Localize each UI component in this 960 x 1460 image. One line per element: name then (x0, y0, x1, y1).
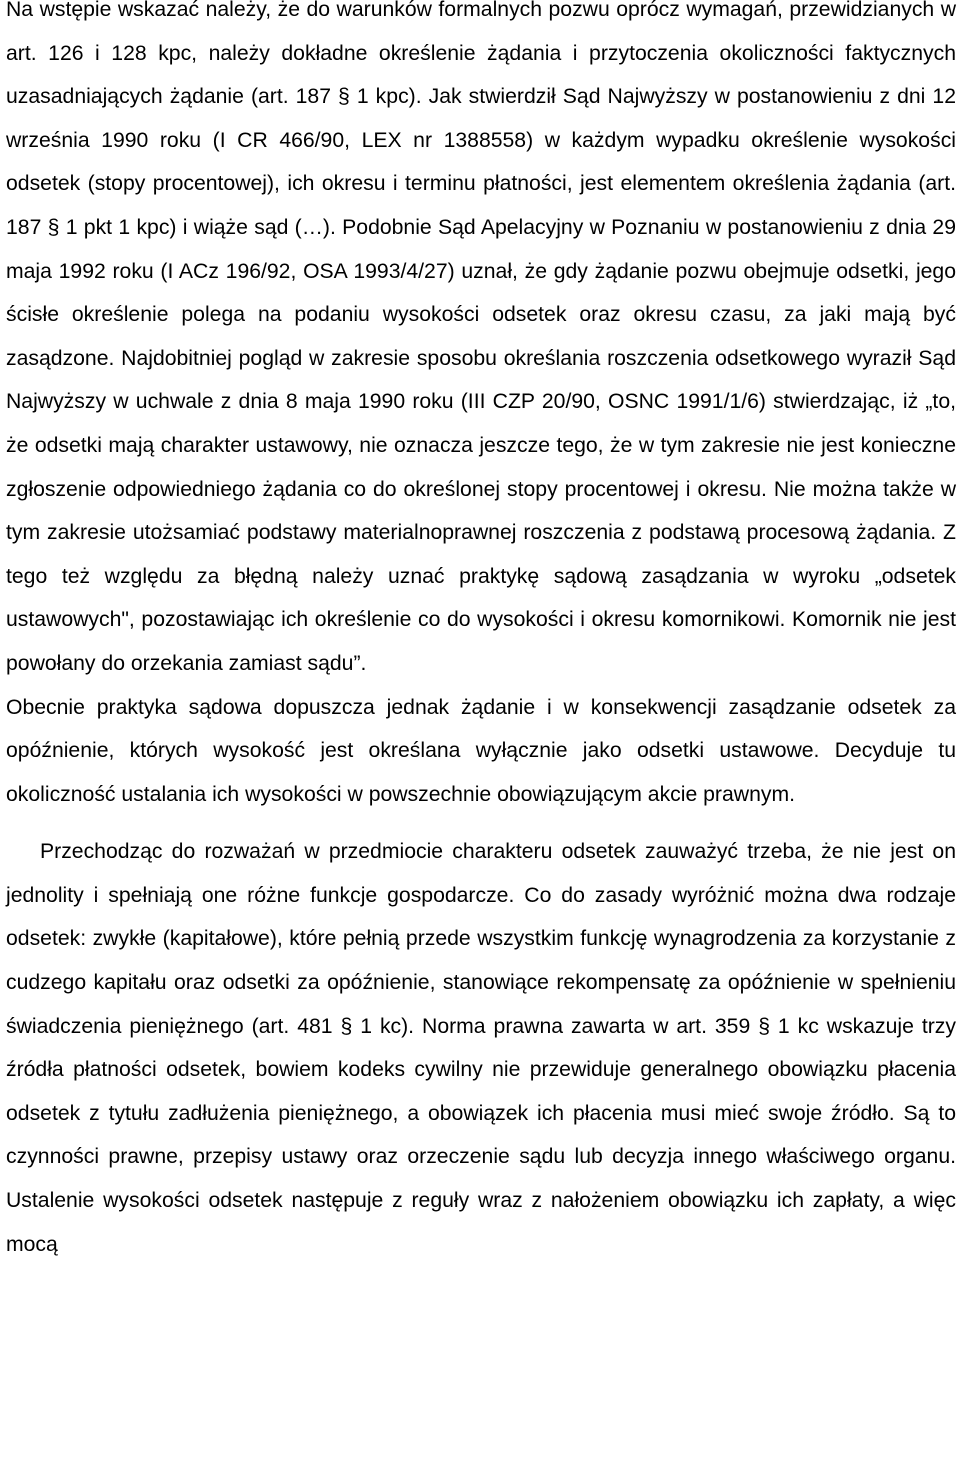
paragraph-interest-character: Przechodząc do rozważań w przedmiocie charakteru odsetek zauważyć trzeba, że nie jest on jednolity i spełniają one różne funkcje gospodarcze. Co do zasady wyróżnić można dwa rodzaje odsetek: zwykłe (kapitałowe), które pełnią przede wszystkim funkcję wynagrodzenia za korzystanie z cudzego kapitału oraz odsetki za opóźnienie, stanowiące rekompensatę za opóźnienie w spełnieniu świadczenia pieniężnego (art. 481 § 1 kc). Norma prawna zawarta w art. 359 § 1 kc wskazuje trzy źródła płatności odsetek, bowiem kodeks cywilny nie przewiduje generalnego obowiązku płacenia odsetek z tytułu zadłużenia pieniężnego, a obowiązek ich płacenia musi mieć swoje źródło. Są to czynności prawne, przepisy ustawy oraz orzeczenie sądu lub decyzja innego właściwego organu. Ustalenie wysokości odsetek następuje z reguły wraz z nałożeniem obowiązku ich zapłaty, a więc mocą (6, 840, 956, 1256)
paragraph-court-practice: Obecnie praktyka sądowa dopuszcza jednak żądanie i w konsekwencji zasądzanie odsetek za opóźnienie, których wysokość jest określana wyłącznie jako odsetki ustawowe. Decyduje tu okoliczność ustalania ich wysokości w powszechnie obowiązującym akcie prawnym. (6, 695, 956, 806)
document-page (6, 0, 956, 1266)
paragraph-formal-requirements: Na wstępie wskazać należy, że do warunków formalnych pozwu oprócz wymagań, przewidzianych w art. 126 i 128 kpc, należy dokładne określenie żądania i przytoczenia okoliczności faktycznych uzasadniających żądanie (art. 187 § 1 kpc). Jak stwierdził Sąd Najwyższy w postanowieniu z dni 12 września 1990 roku (I CR 466/90, LEX nr 1388558) w każdym wypadku określenie wysokości odsetek (stopy procentowej), ich okresu i terminu płatności, jest elementem określenia żądania (art. 187 § 1 pkt 1 kpc) i wiąże sąd (…). Podobnie Sąd Apelacyjny w Poznaniu w postanowieniu z dnia 29 maja 1992 roku (I ACz 196/92, OSA 1993/4/27) uznał, że gdy żądanie pozwu obejmuje odsetki, jego ścisłe określenie polega na podaniu wysokości odsetek oraz okresu czasu, za jaki mają być zasądzone. Najdobitniej pogląd w zakresie sposobu określania roszczenia odsetkowego wyraził Sąd Najwyższy w uchwale z dnia 8 maja 1990 roku (III CZP 20/90, OSNC 1991/1/6) stwierdzając, iż „to, że odsetki mają charakter ustawowy, nie oznacza jeszcze tego, że w tym zakresie nie jest konieczne zgłoszenie odpowiedniego żądania co do określonej stopy procentowej i okresu. Nie można także w tym zakresie utożsamiać podstawy materialnoprawnej roszczenia z podstawą procesową żądania. Z tego też względu za błędną należy uznać praktykę sądową zasądzania w wyroku „odsetek ustawowych", pozostawiając ich określenie co do wysokości i okresu komornikowi. Komornik nie jest powołany do orzekania zamiast sądu”. (6, 0, 956, 675)
